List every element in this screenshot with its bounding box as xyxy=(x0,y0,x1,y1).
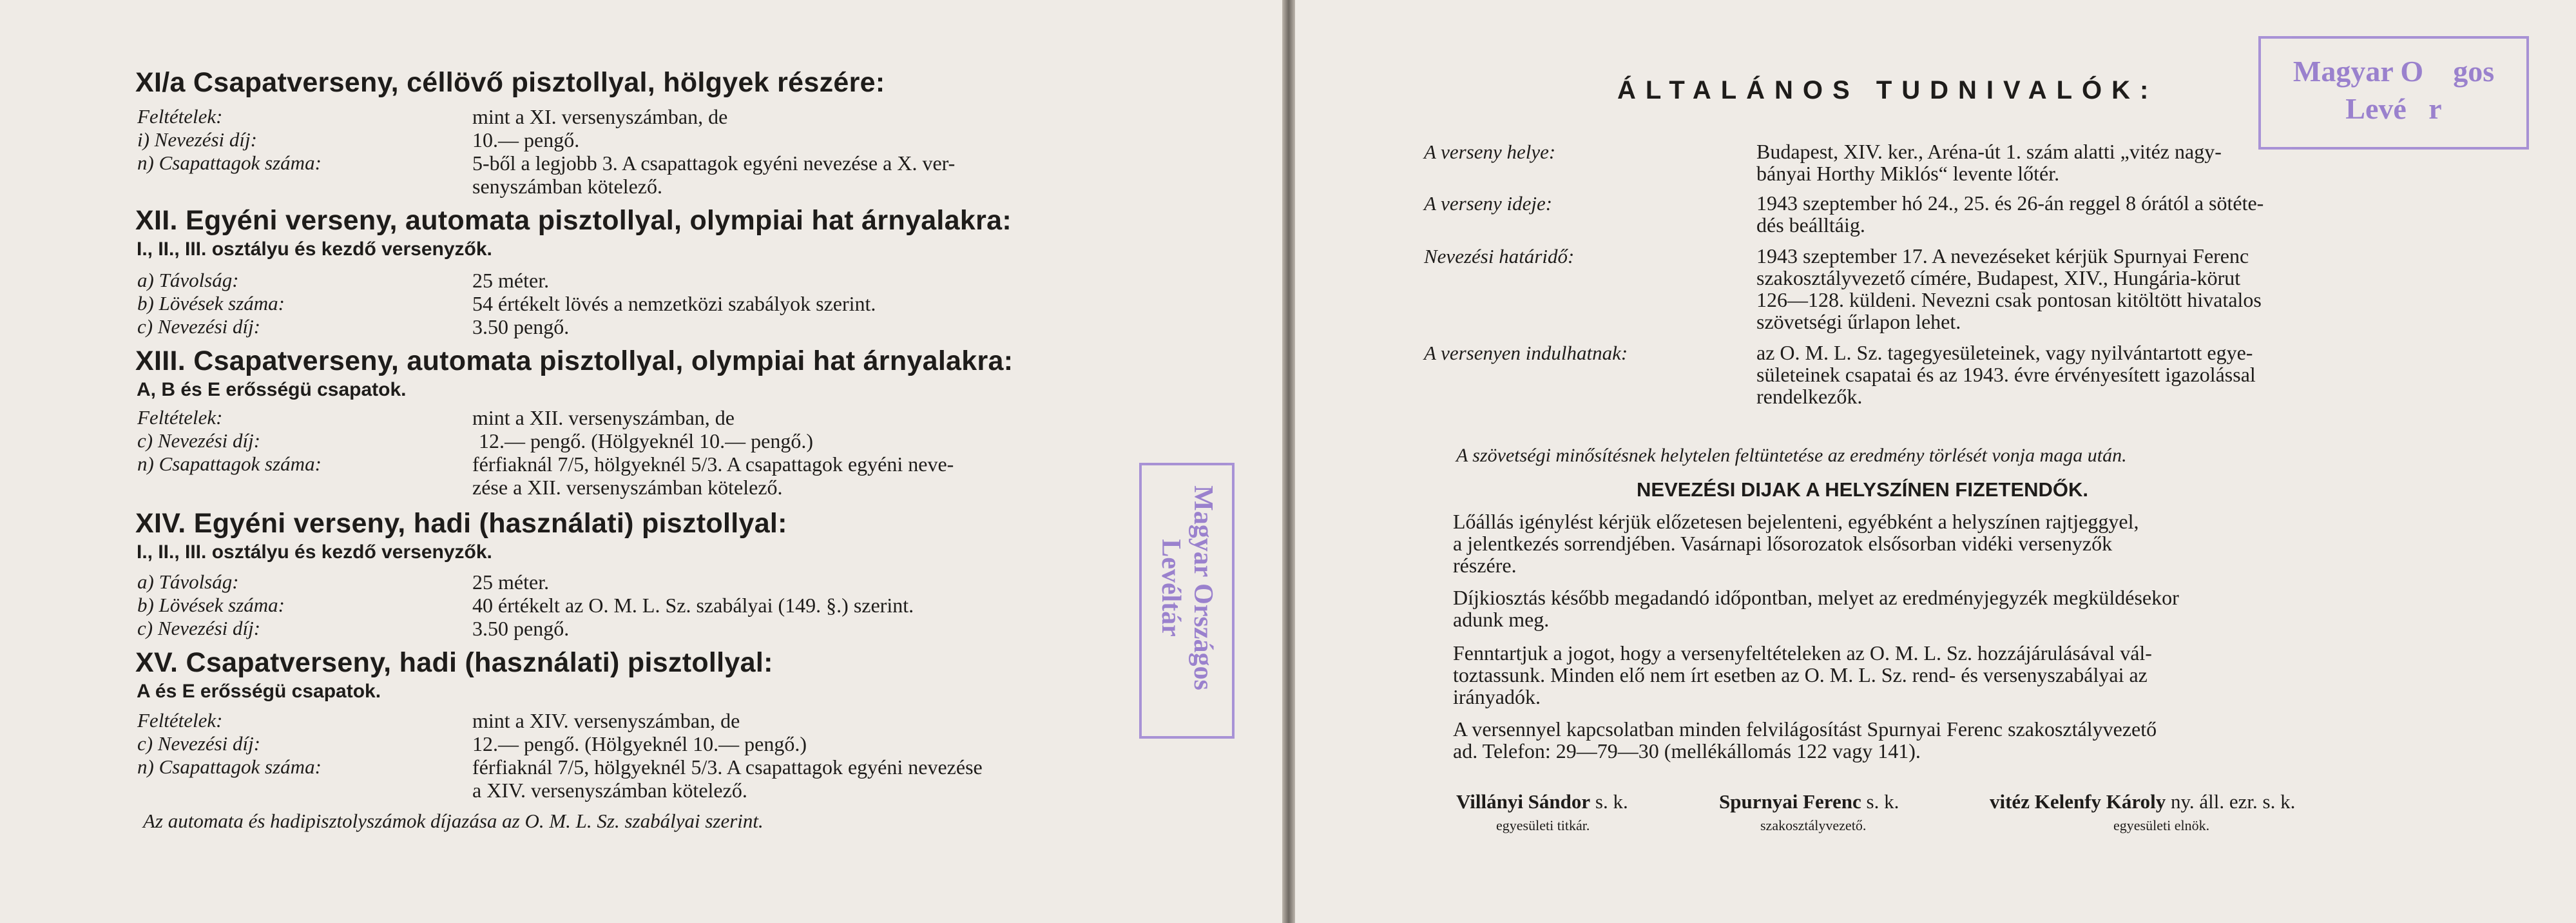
row-value: 3.50 pengő. xyxy=(472,315,570,338)
info-line: szakosztályvezető címére, Budapest, XIV., Hungária-körut xyxy=(1756,266,2241,289)
signature-name: Villányi Sándor xyxy=(1456,790,1591,813)
footer-note: Az automata és hadipisztolyszámok díjazása az O. M. L. Sz. szabályai szerint. xyxy=(143,810,764,832)
info-label: Nevezési határidő: xyxy=(1424,245,1575,267)
info-line: az O. M. L. Sz. tagegyesületeinek, vagy nyilvántartott egye- xyxy=(1756,341,2253,364)
section-xiv-title: XIV. Egyéni verseny, hadi (használati) pisztollyal: xyxy=(135,508,787,539)
signature-name: vitéz Kelenfy Károly xyxy=(1990,790,2166,813)
info-line: sületeinek csapatai és az 1943. évre érvényesített igazolással xyxy=(1756,363,2256,386)
row-value: 40 értékelt az O. M. L. Sz. szabályai (149. §.) szerint. xyxy=(472,594,914,617)
para-line: Lőállás igénylést kérjük előzetesen bejelenteni, egyébként a helyszínen rajtjeggyel, xyxy=(1453,510,2139,533)
info-label: A verseny helye: xyxy=(1424,141,1556,163)
para-line: irányadók. xyxy=(1453,685,1541,708)
row-value: férfiaknál 7/5, hölgyeknél 5/3. A csapattagok egyéni neve- xyxy=(472,452,954,476)
info-label: A versenyen indulhatnak: xyxy=(1424,342,1628,364)
para-line: Díjkiosztás később megadandó időpontban, melyet az eredményjegyzék megküldésekor xyxy=(1453,586,2179,609)
row-value: 25 méter. xyxy=(472,269,550,292)
row-label: n) Csapattagok száma: xyxy=(137,755,322,778)
info-line: dés beálltáig. xyxy=(1756,213,1865,237)
signature-suffix: s. k. xyxy=(1861,790,1899,813)
row-label: Feltételek: xyxy=(137,105,223,128)
signature-suffix: ny. áll. ezr. s. k. xyxy=(2166,790,2296,813)
right-page xyxy=(1295,0,2576,923)
row-value: mint a XII. versenyszámban, de xyxy=(472,406,735,429)
section-xiv-subtitle: I., II., III. osztályu és kezdő versenyzők. xyxy=(137,541,492,563)
row-label: b) Lövések száma: xyxy=(137,594,285,616)
info-line: bányai Horthy Miklós“ levente lőtér. xyxy=(1756,162,2060,185)
signature-role: szakosztályvezető. xyxy=(1760,817,1867,833)
left-page xyxy=(0,0,1282,923)
row-value-continued: zése a XII. versenyszámban kötelező. xyxy=(472,476,783,499)
fees-heading: NEVEZÉSI DIJAK A HELYSZÍNEN FIZETENDŐK. xyxy=(1637,478,2089,501)
section-xia-title: XI/a Csapatverseny, céllövő pisztollyal, hölgyek részére: xyxy=(135,67,885,98)
row-value: mint a XI. versenyszámban, de xyxy=(472,105,728,128)
row-value-continued: senyszámban kötelező. xyxy=(472,175,662,198)
row-value: 10.— pengő. xyxy=(472,128,580,151)
row-value: 12.— pengő. (Hölgyeknél 10.— pengő.) xyxy=(479,429,814,452)
info-line: 1943 szeptember 17. A nevezéseket kérjük Spurnyai Ferenc xyxy=(1756,244,2249,267)
signature-name: Spurnyai Ferenc xyxy=(1719,790,1861,813)
para-line: toztassunk. Minden elő nem írt esetben az O. M. L. Sz. rend- és versenyszabályai az xyxy=(1453,663,2148,686)
stamp-line: Magyar Országos xyxy=(1188,485,1218,690)
info-label: A verseny ideje: xyxy=(1424,192,1553,215)
row-value: 25 méter. xyxy=(472,570,550,594)
signature xyxy=(1990,790,2295,813)
archive-stamp xyxy=(2258,36,2529,150)
para-line: a jelentkezés sorrendjében. Vasárnapi lősorozatok elsősorban vidéki versenyzők xyxy=(1453,532,2113,555)
row-label: n) Csapattagok száma: xyxy=(137,452,322,475)
section-xv-title: XV. Csapatverseny, hadi (használati) pisztollyal: xyxy=(135,647,773,678)
stamp-line: Magyar O gos xyxy=(2292,55,2495,88)
row-label: i) Nevezési díj: xyxy=(137,128,257,151)
signature-role: egyesületi elnök. xyxy=(2113,817,2210,833)
row-value: 5-ből a legjobb 3. A csapattagok egyéni nevezése a X. ver- xyxy=(472,151,956,175)
row-label: c) Nevezési díj: xyxy=(137,429,261,452)
row-value: mint a XIV. versenyszámban, de xyxy=(472,709,740,732)
section-xiii-title: XIII. Csapatverseny, automata pisztollyal, olympiai hat árnyalakra: xyxy=(135,345,1014,376)
page-title: ÁLTALÁNOS TUDNIVALÓK: xyxy=(1617,76,2158,104)
row-value: 12.— pengő. (Hölgyeknél 10.— pengő.) xyxy=(472,732,807,755)
row-value: férfiaknál 7/5, hölgyeknél 5/3. A csapattagok egyéni nevezése xyxy=(472,755,983,779)
row-label: n) Csapattagok száma: xyxy=(137,151,322,174)
row-label: c) Nevezési díj: xyxy=(137,315,261,338)
row-label: Feltételek: xyxy=(137,709,223,732)
row-label: c) Nevezési díj: xyxy=(137,617,261,639)
signature xyxy=(1719,790,1899,813)
info-line: rendelkezők. xyxy=(1756,385,1863,408)
row-value: 54 értékelt lövés a nemzetközi szabályok szerint. xyxy=(472,292,876,315)
book-spine xyxy=(1282,0,1295,923)
row-label: b) Lövések száma: xyxy=(137,292,285,315)
row-label: a) Távolság: xyxy=(137,570,239,593)
warning-note: A szövetségi minősítésnek helytelen feltüntetése az eredmény törlését vonja maga után. xyxy=(1456,445,2127,466)
info-line: szövetségi űrlapon lehet. xyxy=(1756,310,1961,333)
row-label: c) Nevezési díj: xyxy=(137,732,261,755)
row-value: 3.50 pengő. xyxy=(472,617,570,640)
para-line: ad. Telefon: 29—79—30 (mellékállomás 122 vagy 141). xyxy=(1453,739,1921,763)
signature-role: egyesületi titkár. xyxy=(1496,817,1590,833)
info-line: Budapest, XIV. ker., Aréna-út 1. szám alatti „vitéz nagy- xyxy=(1756,140,2222,163)
section-xv-subtitle: A és E erősségü csapatok. xyxy=(137,681,381,702)
row-label: Feltételek: xyxy=(137,406,223,429)
info-line: 1943 szeptember hó 24., 25. és 26-án reggel 8 órától a sötéte- xyxy=(1756,191,2264,215)
para-line: Fenntartjuk a jogot, hogy a versenyfeltételeken az O. M. L. Sz. hozzájárulásával vál- xyxy=(1453,641,2152,665)
row-value-continued: a XIV. versenyszámban kötelező. xyxy=(472,779,747,802)
info-line: 126—128. küldeni. Nevezni csak pontosan kitöltött hivatalos xyxy=(1756,288,2262,311)
archive-stamp xyxy=(1139,463,1235,739)
section-xii-subtitle: I., II., III. osztályu és kezdő versenyzők. xyxy=(137,238,492,260)
section-xiii-subtitle: A, B és E erősségü csapatok. xyxy=(137,379,407,400)
section-xii-title: XII. Egyéni verseny, automata pisztollyal, olympiai hat árnyalakra: xyxy=(135,205,1012,236)
para-line: adunk meg. xyxy=(1453,608,1550,631)
stamp-line: Levé r xyxy=(2345,92,2442,125)
row-label: a) Távolság: xyxy=(137,269,239,291)
stamp-line: Levéltár xyxy=(1156,539,1186,637)
para-line: A versennyel kapcsolatban minden felvilágosítást Spurnyai Ferenc szakosztályvezető xyxy=(1453,717,2157,741)
para-line: részére. xyxy=(1453,554,1517,577)
signature-suffix: s. k. xyxy=(1590,790,1628,813)
signature xyxy=(1456,790,1628,813)
